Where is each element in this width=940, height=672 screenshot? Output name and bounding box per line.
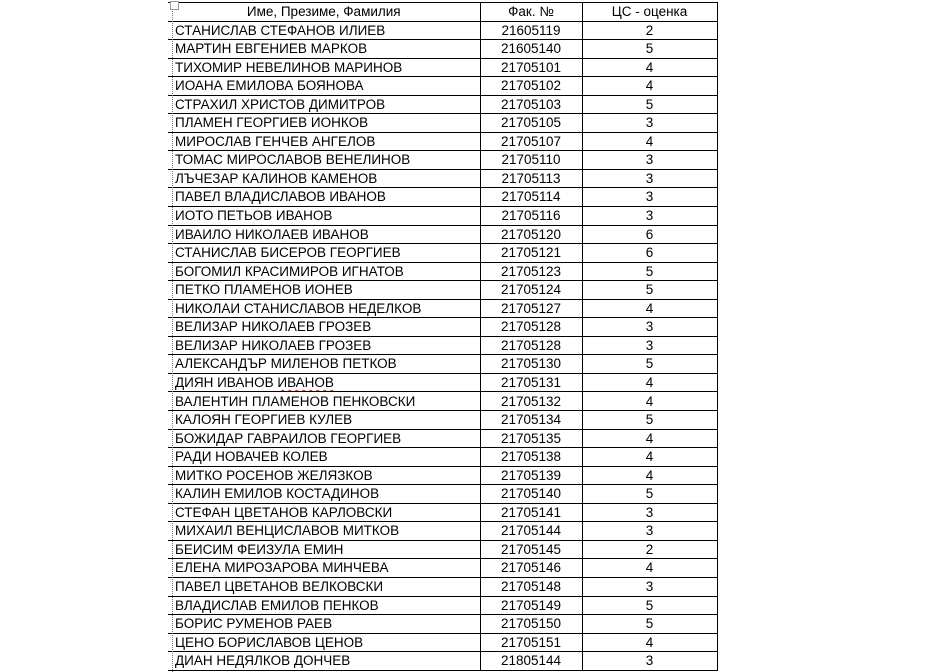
faculty-number-cell[interactable]: 21705145 <box>480 540 582 559</box>
name-cell[interactable] <box>168 615 480 634</box>
name-text: БОЖИДАР ГАВРАИЛОВ ГЕОРГИЕВ <box>175 430 402 446</box>
faculty-number-cell[interactable]: 21705148 <box>480 577 582 596</box>
header-row <box>168 3 717 22</box>
grade-cell[interactable]: 4 <box>582 299 717 318</box>
misspelled-word[interactable]: ИВАНОВ <box>277 374 334 390</box>
name-text: ВЕЛИЗАР НИКОЛАЕВ ГРОЗЕВ <box>175 319 372 335</box>
name-cell[interactable] <box>168 652 480 671</box>
table-row <box>168 392 717 411</box>
name-cell[interactable] <box>168 503 480 522</box>
name-text: НИКОЛАИ СТАНИСЛАВОВ НЕДЕЛКОВ <box>175 300 422 316</box>
table-row <box>168 411 717 430</box>
header-name-column[interactable]: Име, Презиме, Фамилия <box>168 3 480 22</box>
name-text: ИОАНА ЕМИЛОВА БОЯНОВА <box>175 78 364 94</box>
faculty-number-cell[interactable]: 21705101 <box>480 58 582 77</box>
table-row <box>168 318 717 337</box>
name-cell[interactable] <box>168 540 480 559</box>
grade-cell[interactable]: 5 <box>582 485 717 504</box>
faculty-number-cell[interactable]: 21705102 <box>480 77 582 96</box>
name-cell[interactable] <box>168 114 480 133</box>
grade-cell[interactable]: 5 <box>582 40 717 59</box>
faculty-number-cell[interactable]: 21705130 <box>480 355 582 374</box>
grade-cell[interactable]: 3 <box>582 503 717 522</box>
table-row <box>168 114 717 133</box>
grade-cell[interactable]: 3 <box>582 114 717 133</box>
name-cell[interactable] <box>168 373 480 392</box>
name-cell[interactable] <box>168 151 480 170</box>
table-row <box>168 373 717 392</box>
table-row <box>168 151 717 170</box>
faculty-number-cell[interactable]: 21705107 <box>480 132 582 151</box>
name-cell[interactable] <box>168 466 480 485</box>
table-row <box>168 540 717 559</box>
grade-cell[interactable]: 4 <box>582 448 717 467</box>
grade-cell[interactable]: 3 <box>582 577 717 596</box>
faculty-number-cell[interactable]: 21705120 <box>480 225 582 244</box>
name-text: СТЕФАН ЦВЕТАНОВ КАРЛОВСКИ <box>175 504 393 520</box>
name-cell[interactable] <box>168 522 480 541</box>
name-text: БЕИСИМ ФЕИЗУЛА ЕМИН <box>175 541 344 557</box>
faculty-number-cell[interactable]: 21705124 <box>480 281 582 300</box>
name-text: ТОМАС МИРОСЛАВОВ ВЕНЕЛИНОВ <box>175 152 411 168</box>
name-cell[interactable] <box>168 448 480 467</box>
faculty-number-cell[interactable]: 21705105 <box>480 114 582 133</box>
table-row <box>168 299 717 318</box>
name-text: МАРТИН ЕВГЕНИЕВ МАРКОВ <box>175 41 368 57</box>
name-cell[interactable] <box>168 188 480 207</box>
grade-cell[interactable]: 6 <box>582 244 717 263</box>
table-row <box>168 355 717 374</box>
grade-cell[interactable]: 3 <box>582 169 717 188</box>
grade-cell[interactable]: 3 <box>582 652 717 671</box>
name-text: РАДИ НОВАЧЕВ КОЛЕВ <box>175 449 328 465</box>
grade-cell[interactable]: 4 <box>582 392 717 411</box>
table-header <box>168 3 717 22</box>
name-cell[interactable] <box>168 429 480 448</box>
table-row <box>168 188 717 207</box>
table-body <box>168 21 717 670</box>
faculty-number-cell[interactable]: 21705149 <box>480 596 582 615</box>
name-cell[interactable] <box>168 299 480 318</box>
table-row <box>168 207 717 226</box>
faculty-number-cell[interactable]: 21705103 <box>480 95 582 114</box>
name-cell[interactable] <box>168 244 480 263</box>
name-text: МИТКО РОСЕНОВ ЖЕЛЯЗКОВ <box>175 467 373 483</box>
name-cell[interactable] <box>168 596 480 615</box>
faculty-number-cell[interactable]: 21705151 <box>480 633 582 652</box>
table-row <box>168 448 717 467</box>
faculty-number-cell[interactable]: 21705132 <box>480 392 582 411</box>
grade-cell[interactable]: 3 <box>582 188 717 207</box>
name-text: КАЛИН ЕМИЛОВ КОСТАДИНОВ <box>175 486 380 502</box>
table-move-handle-icon[interactable] <box>170 1 179 10</box>
table-row <box>168 522 717 541</box>
table-row <box>168 577 717 596</box>
table-row <box>168 652 717 671</box>
grade-cell[interactable]: 3 <box>582 318 717 337</box>
name-cell[interactable] <box>168 40 480 59</box>
faculty-number-cell[interactable]: 21705114 <box>480 188 582 207</box>
name-text: СТАНИСЛАВ СТЕФАНОВ ИЛИЕВ <box>175 22 386 38</box>
name-text: КАЛОЯН ГЕОРГИЕВ КУЛЕВ <box>175 412 353 428</box>
name-cell[interactable] <box>168 58 480 77</box>
grade-cell[interactable]: 6 <box>582 225 717 244</box>
name-cell[interactable] <box>168 392 480 411</box>
name-cell[interactable] <box>168 577 480 596</box>
grade-cell[interactable]: 5 <box>582 615 717 634</box>
faculty-number-cell[interactable]: 21705146 <box>480 559 582 578</box>
faculty-number-cell[interactable]: 21605140 <box>480 40 582 59</box>
table-row <box>168 262 717 281</box>
table-row <box>168 21 717 40</box>
grade-cell[interactable]: 4 <box>582 559 717 578</box>
table-row <box>168 503 717 522</box>
grade-cell[interactable]: 5 <box>582 355 717 374</box>
grade-cell[interactable]: 3 <box>582 336 717 355</box>
grade-cell[interactable]: 3 <box>582 207 717 226</box>
name-text: ВЛАДИСЛАВ ЕМИЛОВ ПЕНКОВ <box>175 597 379 613</box>
name-text: АЛЕКСАНДЪР МИЛЕНОВ ПЕТКОВ <box>175 356 397 372</box>
faculty-number-cell[interactable]: 21705140 <box>480 485 582 504</box>
table-row <box>168 95 717 114</box>
name-text: СТАНИСЛАВ БИСЕРОВ ГЕОРГИЕВ <box>175 245 401 261</box>
name-text: ЦЕНО БОРИСЛАВОВ ЦЕНОВ <box>175 634 364 650</box>
table-row <box>168 40 717 59</box>
name-text: ИВАИЛО НИКОЛАЕВ ИВАНОВ <box>175 226 369 242</box>
grade-cell[interactable]: 5 <box>582 596 717 615</box>
header-grade-column[interactable]: ЦС - оценка <box>582 3 717 22</box>
name-cell[interactable] <box>168 355 480 374</box>
name-cell[interactable] <box>168 318 480 337</box>
faculty-number-cell[interactable]: 21705123 <box>480 262 582 281</box>
name-text: ПЕТКО ПЛАМЕНОВ ИОНЕВ <box>175 282 353 298</box>
table-row <box>168 225 717 244</box>
table-left-dotted-boundary <box>172 2 173 672</box>
name-cell[interactable] <box>168 559 480 578</box>
grade-cell[interactable]: 4 <box>582 58 717 77</box>
name-cell[interactable] <box>168 77 480 96</box>
name-text: ИОТО ПЕТЬОВ ИВАНОВ <box>175 208 333 224</box>
table-row <box>168 336 717 355</box>
faculty-number-cell[interactable]: 21805144 <box>480 652 582 671</box>
name-cell[interactable] <box>168 281 480 300</box>
name-cell[interactable] <box>168 95 480 114</box>
faculty-number-cell[interactable]: 21705128 <box>480 318 582 337</box>
faculty-number-cell[interactable]: 21705131 <box>480 373 582 392</box>
table-row <box>168 58 717 77</box>
grade-cell[interactable]: 5 <box>582 281 717 300</box>
table-row <box>168 596 717 615</box>
grade-cell[interactable]: 4 <box>582 633 717 652</box>
grade-cell[interactable]: 5 <box>582 95 717 114</box>
name-text: ПАВЕЛ ВЛАДИСЛАВОВ ИВАНОВ <box>175 189 386 205</box>
grade-cell[interactable]: 4 <box>582 466 717 485</box>
table-row <box>168 615 717 634</box>
table-row <box>168 429 717 448</box>
name-text: МИХАИЛ ВЕНЦИСЛАВОВ МИТКОВ <box>175 523 400 539</box>
faculty-number-cell[interactable]: 21605119 <box>480 21 582 40</box>
faculty-number-cell[interactable]: 21705144 <box>480 522 582 541</box>
grade-cell[interactable]: 4 <box>582 373 717 392</box>
faculty-number-cell[interactable]: 21705139 <box>480 466 582 485</box>
name-text: ЛЪЧЕЗАР КАЛИНОВ КАМЕНОВ <box>175 170 378 186</box>
name-text: БОГОМИЛ КРАСИМИРОВ ИГНАТОВ <box>175 263 404 279</box>
name-text: ДИАН НЕДЯЛКОВ ДОНЧЕВ <box>175 653 351 669</box>
name-text: ТИХОМИР НЕВЕЛИНОВ МАРИНОВ <box>175 59 403 75</box>
faculty-number-cell[interactable]: 21705113 <box>480 169 582 188</box>
faculty-number-cell[interactable]: 21705134 <box>480 411 582 430</box>
grade-cell[interactable]: 5 <box>582 411 717 430</box>
faculty-number-cell[interactable]: 21705121 <box>480 244 582 263</box>
name-cell[interactable] <box>168 169 480 188</box>
table-row <box>168 244 717 263</box>
name-text: БОРИС РУМЕНОВ РАЕВ <box>175 616 333 632</box>
table-row <box>168 633 717 652</box>
faculty-number-cell[interactable]: 21705135 <box>480 429 582 448</box>
table-row <box>168 281 717 300</box>
name-cell[interactable] <box>168 411 480 430</box>
grade-cell[interactable]: 4 <box>582 132 717 151</box>
name-cell[interactable] <box>168 336 480 355</box>
faculty-number-cell[interactable]: 21705110 <box>480 151 582 170</box>
name-cell[interactable] <box>168 485 480 504</box>
name-cell[interactable] <box>168 633 480 652</box>
name-text: ЕЛЕНА МИРОЗАРОВА МИНЧЕВА <box>175 560 389 576</box>
grade-cell[interactable]: 5 <box>582 262 717 281</box>
faculty-number-cell[interactable]: 21705138 <box>480 448 582 467</box>
table-row <box>168 485 717 504</box>
grade-cell[interactable]: 2 <box>582 540 717 559</box>
grade-cell[interactable]: 3 <box>582 151 717 170</box>
faculty-number-cell[interactable]: 21705127 <box>480 299 582 318</box>
name-text: ВЕЛИЗАР НИКОЛАЕВ ГРОЗЕВ <box>175 337 372 353</box>
students-grades-table <box>168 2 718 671</box>
grade-cell[interactable]: 3 <box>582 522 717 541</box>
name-text: СТРАХИЛ ХРИСТОВ ДИМИТРОВ <box>175 96 386 112</box>
header-faculty-number-column[interactable]: Фак. № <box>480 3 582 22</box>
grade-cell[interactable]: 2 <box>582 21 717 40</box>
table-row <box>168 466 717 485</box>
name-cell[interactable] <box>168 262 480 281</box>
faculty-number-cell[interactable]: 21705128 <box>480 336 582 355</box>
name-cell[interactable] <box>168 21 480 40</box>
name-cell[interactable] <box>168 225 480 244</box>
name-text: ВАЛЕНТИН ПЛАМЕНОВ ПЕНКОВСКИ <box>175 393 416 409</box>
name-cell[interactable] <box>168 132 480 151</box>
faculty-number-cell[interactable]: 21705141 <box>480 503 582 522</box>
table-row <box>168 132 717 151</box>
name-cell[interactable] <box>168 207 480 226</box>
grade-cell[interactable]: 4 <box>582 77 717 96</box>
name-text: ДИЯН ИВАНОВ <box>175 374 278 390</box>
faculty-number-cell[interactable]: 21705116 <box>480 207 582 226</box>
faculty-number-cell[interactable]: 21705150 <box>480 615 582 634</box>
table-row <box>168 77 717 96</box>
name-text: МИРОСЛАВ ГЕНЧЕВ АНГЕЛОВ <box>175 133 376 149</box>
name-text: ПЛАМЕН ГЕОРГИЕВ ИОНКОВ <box>175 115 369 131</box>
name-text: ПАВЕЛ ЦВЕТАНОВ ВЕЛКОВСКИ <box>175 578 384 594</box>
table-row <box>168 559 717 578</box>
table-row <box>168 169 717 188</box>
grade-cell[interactable]: 4 <box>582 429 717 448</box>
